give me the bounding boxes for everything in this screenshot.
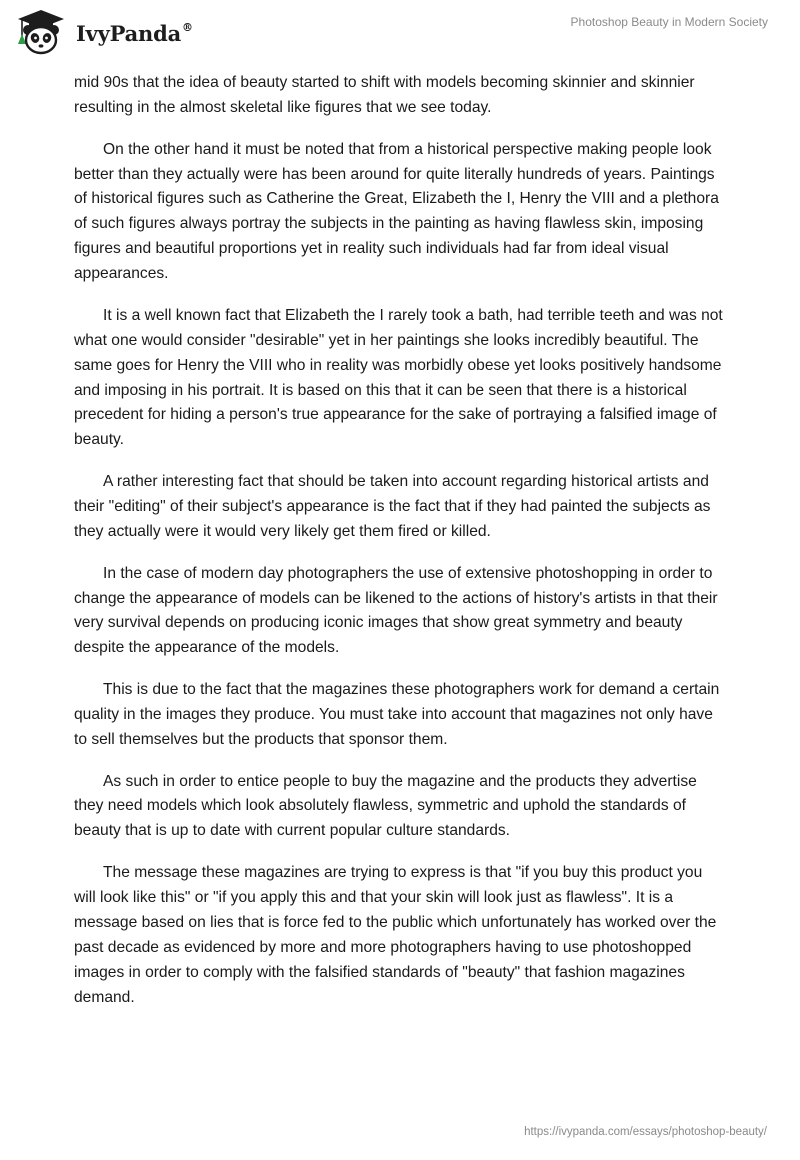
paragraph-continued: mid 90s that the idea of beauty started to shift with models becoming skinnier and skinnier resulting in the almost skeletal like figures that we see today. [74,74,695,116]
essay-body [74,71,726,1027]
panda-logo-icon [14,8,68,56]
paragraph: On the other hand it must be noted that from a historical perspective making people look better than they actually were has been around for quite literally hundreds of years. Paintings of historical figures such as Catherine the Great, Elizabeth the I, Henry the VIII and a plethora of such figures always portray the subjects in the painting as having flawless skin, imposing figures and beautiful proportions yet in reality such individuals had far from ideal visual appearances. [74,140,719,283]
paragraph: It is a well known fact that Elizabeth the I rarely took a bath, had terrible teeth and was not what one would consider "desirable" yet in her paintings she looks incredibly beautiful. The same goes for Henry the VIII who in reality was morbidly obese yet looks positively handsome and imposing in his portrait. It is based on this that it can be seen that there is a historical precedent for hiding a person's true appearance for the sake of portraying a falsified image of beauty. [74,306,723,449]
paragraph: As such in order to entice people to buy the magazine and the products they advertise they need models which look absolutely flawless, symmetric and uphold the standards of beauty that is up to date with current popular culture standards. [74,772,697,840]
page-header [0,0,800,64]
brand-name [76,21,193,46]
source-url[interactable]: https://ivypanda.com/essays/photoshop-beauty/ [524,1126,767,1138]
paragraph: The message these magazines are trying to express is that "if you buy this product you will look like this" or "if you apply this and that your skin will look just as flawless". It is a message based on lies that is force fed to the public which unfortunately has worked over the past decade as evidenced by more and more photographers having to use photoshopped images in order to comply with the falsified standards of "beauty" that fashion magazines demand. [74,864,717,1006]
paragraph: In the case of modern day photographers the use of extensive photoshopping in order to change the appearance of models can be likened to the actions of history's artists in that their very survival depends on producing iconic images that show great symmetry and beauty despite the appearance of the models. [74,564,718,657]
paragraph: This is due to the fact that the magazines these photographers work for demand a certain quality in the images they produce. You must take into account that magazines not only have to sell themselves but the products that sponsor them. [74,681,720,748]
registered-mark: ® [182,20,193,34]
ivypanda-logo[interactable] [14,8,193,56]
document-title: Photoshop Beauty in Modern Society [570,15,768,29]
brand-name-text: IvyPanda [76,20,182,46]
paragraph: A rather interesting fact that should be taken into account regarding historical artists and their "editing" of their subject's appearance is the fact that if they had painted the subjects as they actually were it would very likely get them fired or killed. [74,473,711,540]
